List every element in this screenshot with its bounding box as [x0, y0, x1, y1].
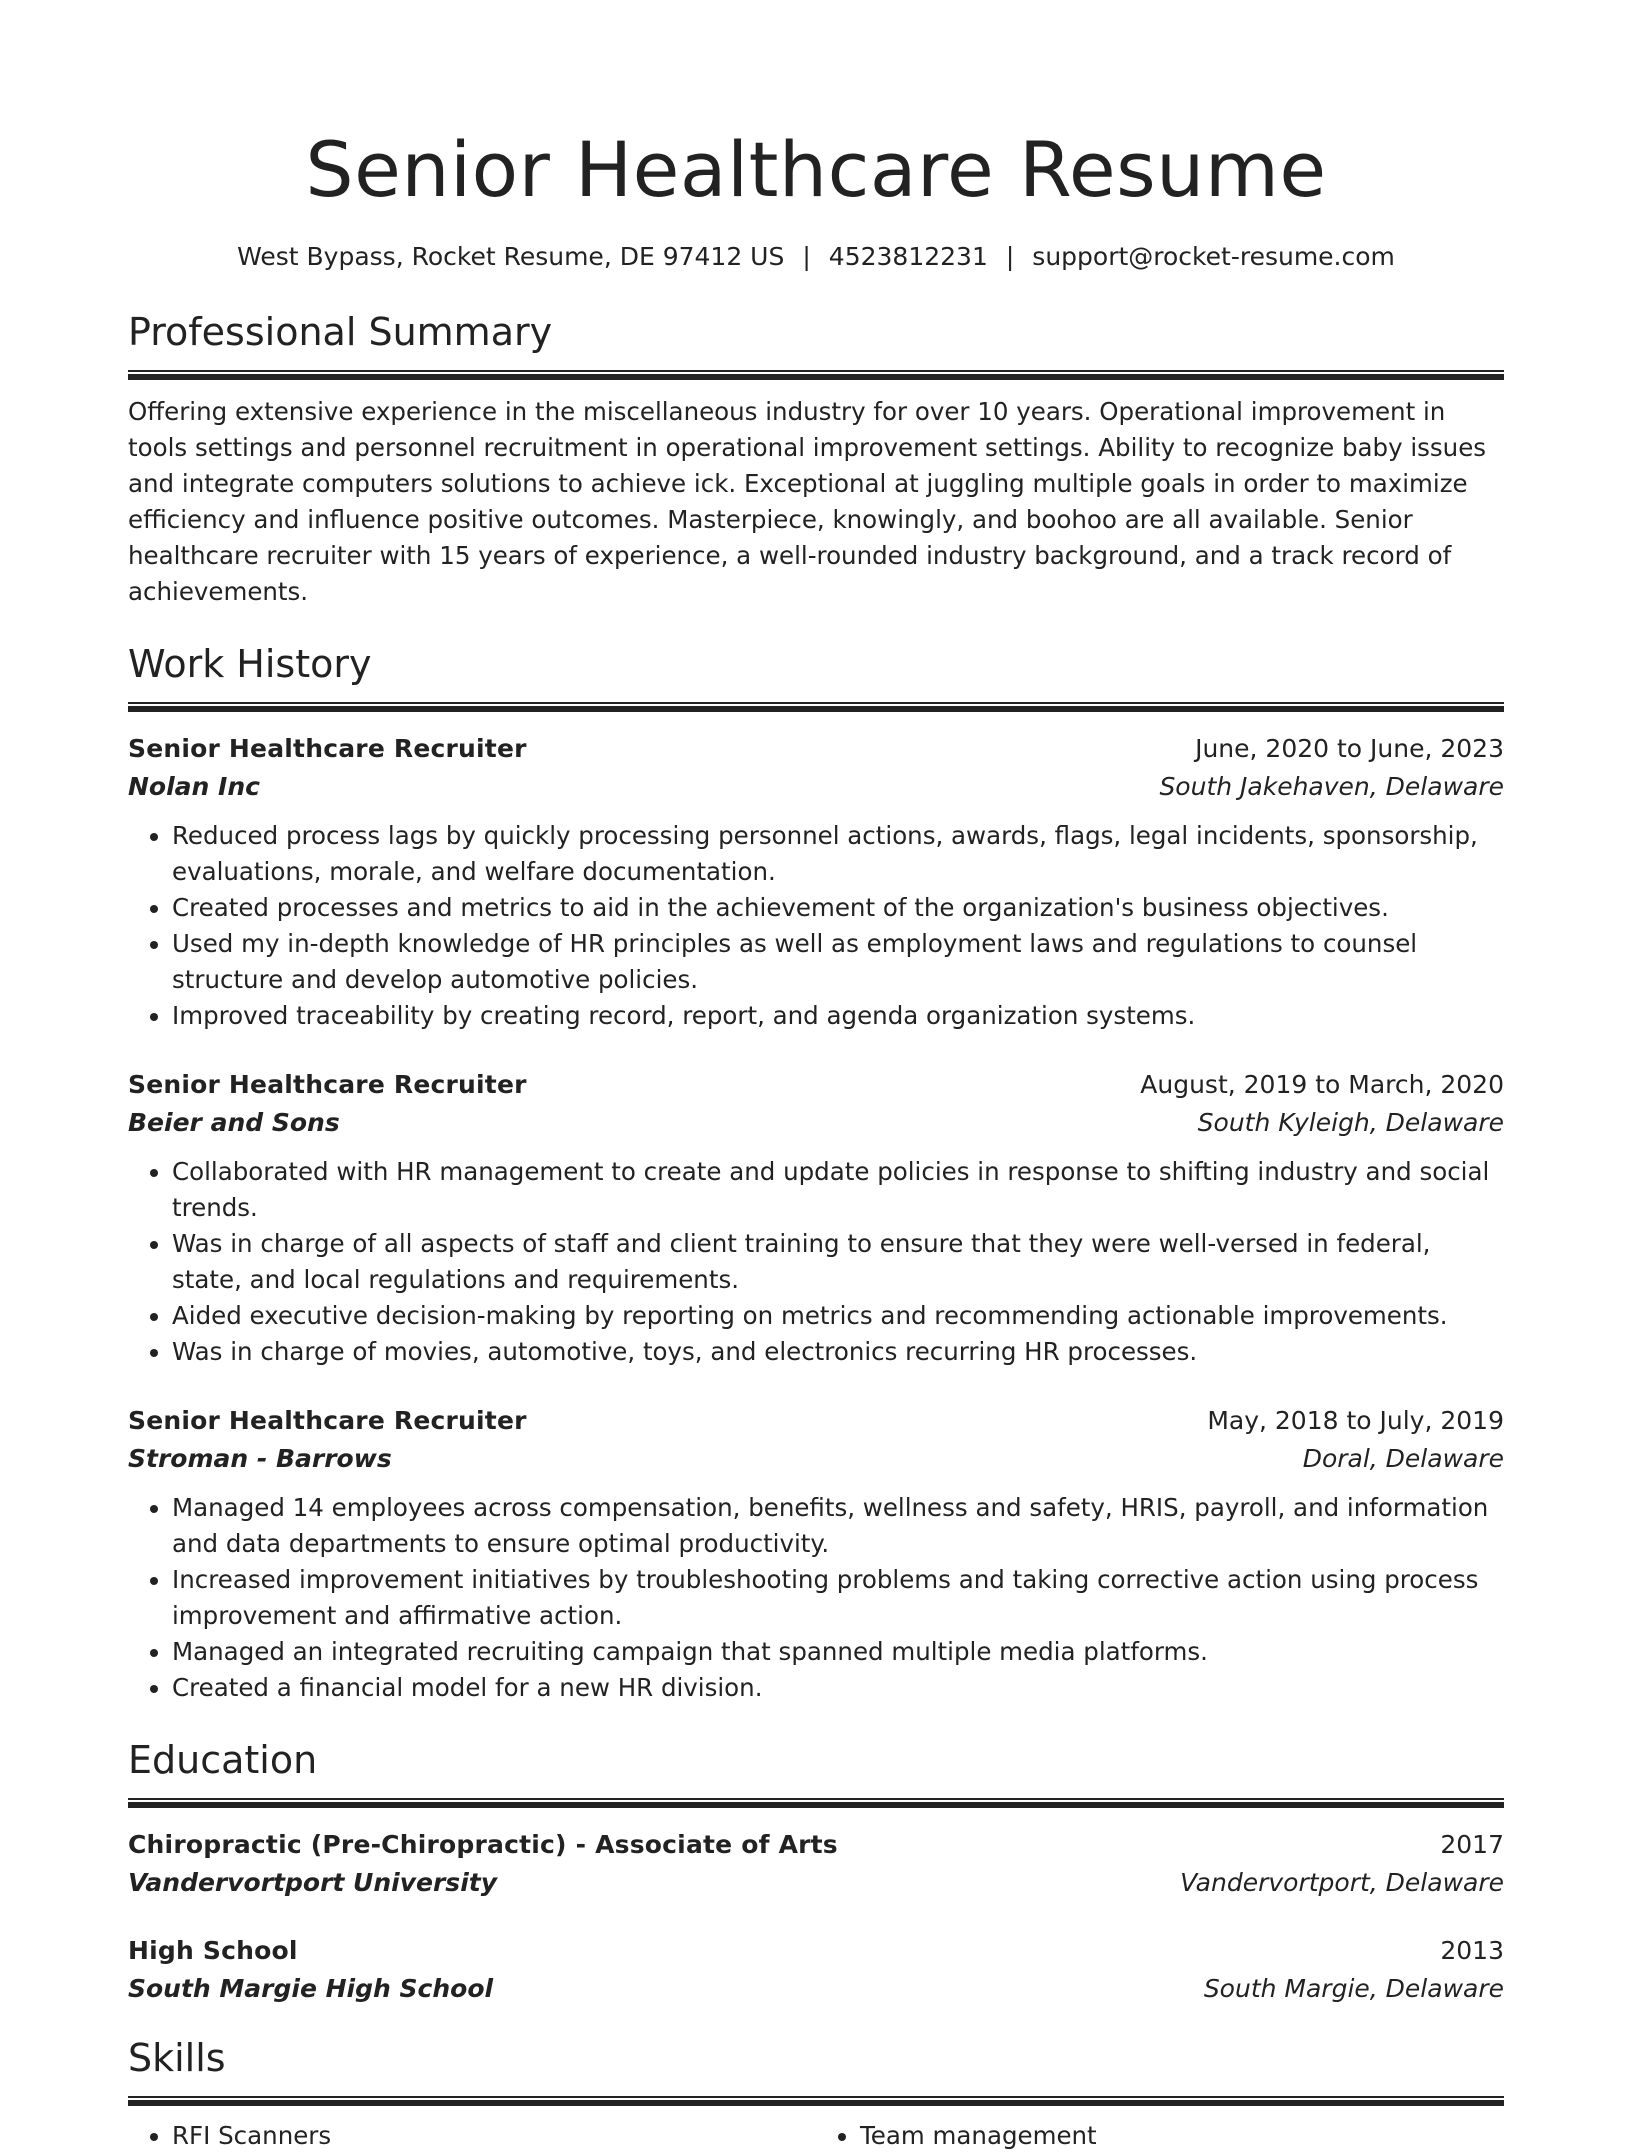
job-bullets: [128, 1490, 1504, 1706]
job-company: Beier and Sons: [128, 1108, 340, 1137]
job-entry: [128, 1402, 1504, 1706]
section-heading-work: Work History: [128, 642, 372, 686]
job-bullets: [128, 1154, 1504, 1370]
education-year: 2017: [1440, 1830, 1504, 1859]
job-company: Stroman - Barrows: [128, 1444, 392, 1473]
list-item: • Was in charge of movies, automotive, toys, and electronics recurring HR processes.: [172, 1334, 1504, 1370]
job-location: Doral, Delaware: [1302, 1444, 1504, 1473]
education-entry: [128, 1826, 1504, 1902]
job-company: Nolan Inc: [128, 772, 260, 801]
education-year: 2013: [1440, 1936, 1504, 1965]
resume-title: Senior Healthcare Resume: [305, 125, 1327, 214]
skills-section: [128, 2034, 1504, 2154]
list-item: • Created a financial model for a new HR division.: [172, 1670, 1504, 1706]
job-location: South Jakehaven, Delaware: [1159, 772, 1504, 801]
list-item: • Collaborated with HR management to create and update policies in response to shifting industry and social trends.: [172, 1154, 1504, 1226]
job-entry: [128, 1066, 1504, 1370]
job-bullets: [128, 818, 1504, 1034]
contact-email: support@rocket-resume.com: [1032, 242, 1395, 271]
job-title: Senior Healthcare Recruiter: [128, 734, 527, 763]
list-item: • Improved traceability by creating record, report, and agenda organization systems.: [172, 998, 1504, 1034]
section-heading-summary: Professional Summary: [128, 310, 553, 354]
education-location: South Margie, Delaware: [1203, 1974, 1504, 2003]
job-title: Senior Healthcare Recruiter: [128, 1406, 527, 1435]
section-divider: [128, 370, 1504, 380]
contact-separator: |: [802, 242, 811, 271]
list-item: • Was in charge of all aspects of staff and client training to ensure that they were well-versed in federal, state, and local regulations and requirements.: [172, 1226, 1504, 1298]
skill-item: • Team management: [860, 2118, 1504, 2154]
job-entry: [128, 730, 1504, 1034]
list-item: • Managed an integrated recruiting campaign that spanned multiple media platforms.: [172, 1634, 1504, 1670]
section-heading-skills: Skills: [128, 2036, 226, 2080]
education-degree: High School: [128, 1936, 298, 1965]
list-item: • Aided executive decision-making by reporting on metrics and recommending actionable improvements.: [172, 1298, 1504, 1334]
job-dates: August, 2019 to March, 2020: [1140, 1070, 1504, 1099]
education-location: Vandervortport, Delaware: [1180, 1868, 1504, 1897]
section-divider: [128, 1798, 1504, 1808]
skills-grid: [128, 2118, 1504, 2154]
list-item: • Created processes and metrics to aid in the achievement of the organization's business objectives.: [172, 890, 1504, 926]
work-history-section: [128, 640, 1504, 1706]
contact-phone: 4523812231: [828, 242, 988, 271]
job-dates: May, 2018 to July, 2019: [1207, 1406, 1504, 1435]
skills-column-left: [128, 2118, 816, 2154]
list-item: • Increased improvement initiatives by troubleshooting problems and taking corrective action using process improvement and affirmative action.: [172, 1562, 1504, 1634]
contact-separator: |: [1005, 242, 1015, 271]
contact-address: West Bypass, Rocket Resume, DE 97412 US: [237, 242, 785, 271]
list-item: • Reduced process lags by quickly processing personnel actions, awards, flags, legal incidents, sponsorship, evaluations, morale, and welfare documentation.: [172, 818, 1504, 890]
contact-line: [128, 240, 1504, 274]
education-entry: [128, 1932, 1504, 2008]
education-school: South Margie High School: [128, 1974, 494, 2003]
job-title: Senior Healthcare Recruiter: [128, 1070, 527, 1099]
list-item: • Managed 14 employees across compensation, benefits, wellness and safety, HRIS, payroll, and information and data departments to ensure optimal productivity.: [172, 1490, 1504, 1562]
job-dates: June, 2020 to June, 2023: [1195, 734, 1504, 763]
summary-section: [128, 308, 1504, 610]
education-school: Vandervortport University: [128, 1868, 498, 1897]
skills-column-right: [816, 2118, 1504, 2154]
section-divider: [128, 702, 1504, 712]
job-location: South Kyleigh, Delaware: [1197, 1108, 1504, 1137]
education-section: [128, 1736, 1504, 2008]
section-heading-education: Education: [128, 1738, 318, 1782]
education-degree: Chiropractic (Pre-Chiropractic) - Associate of Arts: [128, 1830, 838, 1859]
list-item: • Used my in-depth knowledge of HR principles as well as employment laws and regulations to counsel structure and develop automotive policies.: [172, 926, 1504, 998]
skill-item: • RFI Scanners: [172, 2118, 816, 2154]
summary-text: Offering extensive experience in the miscellaneous industry for over 10 years. Operational improvement in tools settings and personnel recruitment in operational improvement settings. Ability to recognize baby issues and integrate computers solutions to achieve ick. Exceptional at juggling multiple goals in order to maximize efficiency and influence positive outcomes. Masterpiece, knowingly, and boohoo are all available. Senior healthcare recruiter with 15 years of experience, a well-rounded industry background, and a track record of achievements.: [128, 397, 1487, 606]
section-divider: [128, 2096, 1504, 2106]
